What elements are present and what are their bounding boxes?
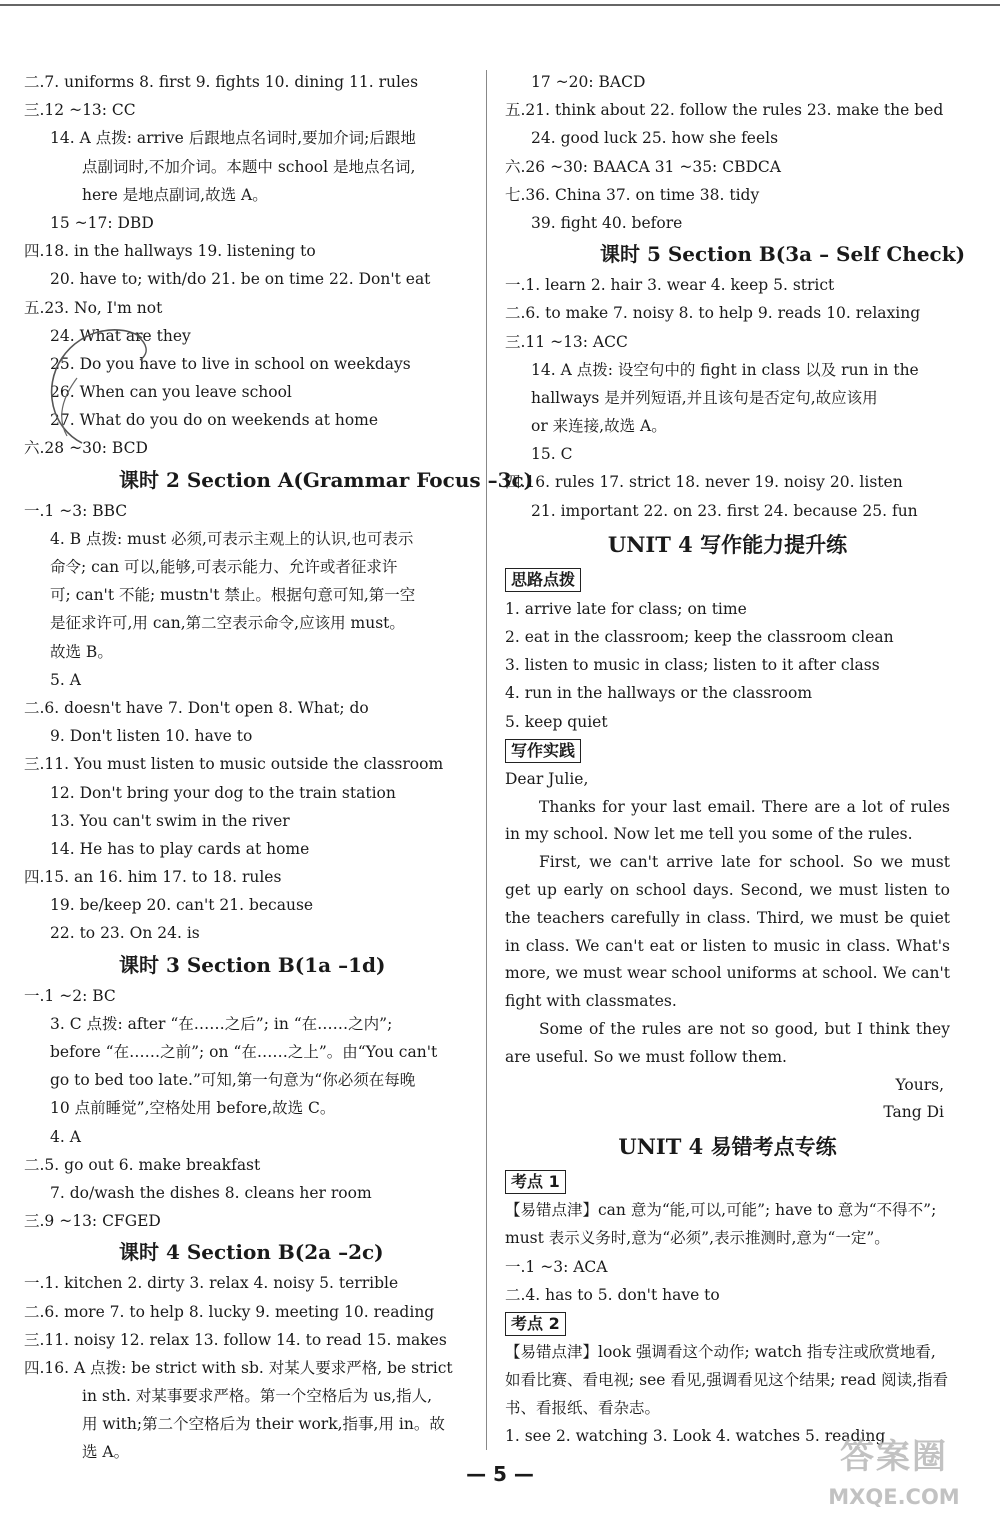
answer-line: hallways 是并列短语,并且该句是否定句,故应该用 xyxy=(531,388,878,407)
answer-line: 12. Don't bring your dog to the train station xyxy=(50,783,396,802)
tag-line xyxy=(505,736,950,766)
answer-line: 是征求许可,用 can,第二空表示命令,应该用 must。 xyxy=(50,614,405,633)
answer-line: 5. keep quiet xyxy=(505,712,608,731)
answer-line: 四.18. in the hallways 19. listening to xyxy=(24,242,316,261)
answer-line: 一.1. learn 2. hair 3. wear 4. keep 5. strict xyxy=(505,276,835,295)
answer-line: 二.6. doesn't have 7. Don't open 8. What; do xyxy=(24,698,369,717)
answer-line: 3. listen to music in class; listen to it after class xyxy=(505,656,880,675)
answer-line: 3. C 点拨: after “在……之后”; in “在……之内”; xyxy=(50,1014,393,1033)
letter-signature: Tang Di xyxy=(883,1103,944,1122)
answer-line: 24. good luck 25. how she feels xyxy=(531,129,779,148)
answer-line: or 来连接,故选 A。 xyxy=(531,417,667,436)
watermark-logo: 答案圈 xyxy=(840,1437,948,1477)
answer-line: 7. do/wash the dishes 8. cleans her room xyxy=(50,1183,372,1202)
answer-line: 19. be/keep 20. can't 21. because xyxy=(50,896,314,915)
answer-line: 25. Do you have to live in school on weekdays xyxy=(50,354,411,373)
left-column xyxy=(24,68,534,1467)
answer-line: 命令; can 可以,能够,可表示能力、允许或者征求许 xyxy=(50,558,398,576)
answer-line: 15 ~17: DBD xyxy=(50,213,154,232)
answer-line: 39. fight 40. before xyxy=(531,213,683,232)
text-block: 【易错点津】look 强调看这个动作; watch 指专注或欣赏地看,如看比赛、看电视; see 看见,强调看见这个结果; read 阅读,指看书、看报纸、看杂志。 xyxy=(505,1343,949,1417)
section-title: 课时 5 Section B(3a – Self Check) xyxy=(600,242,966,267)
answer-line: 五.23. No, I'm not xyxy=(24,298,163,317)
answer-line: 三.11. noisy 12. relax 13. follow 14. to read 15. makes xyxy=(24,1330,447,1349)
answer-line: 二.4. has to 5. don't have to xyxy=(505,1285,720,1304)
answer-line: 可; can't 不能; mustn't 禁止。根据句意可知,第一空 xyxy=(50,586,416,605)
answer-line: 4. A xyxy=(50,1127,81,1146)
answer-line: 二.6. to make 7. noisy 8. to help 9. reads 10. relaxing xyxy=(505,304,921,323)
answer-line: 17 ~20: BACD xyxy=(531,73,646,91)
letter-signature: Yours, xyxy=(895,1075,944,1094)
answer-line: 15. C xyxy=(531,445,573,464)
watermark-url: MXQE.COM xyxy=(828,1485,960,1509)
answer-line: 9. Don't listen 10. have to xyxy=(50,727,253,746)
answer-line: 21. important 22. on 23. first 24. because 25. fun xyxy=(531,501,918,520)
watermark xyxy=(794,1432,994,1524)
handwritten-scribble xyxy=(22,318,182,458)
answer-line: 27. What do you do on weekends at home xyxy=(50,411,379,430)
answer-line: 一.1. kitchen 2. dirty 3. relax 4. noisy 5. terrible xyxy=(24,1274,399,1293)
answer-line: 14. He has to play cards at home xyxy=(50,839,310,858)
answer-line: 三.11. You must listen to music outside the classroom xyxy=(24,755,444,774)
section-tag: 写作实践 xyxy=(505,739,581,763)
answer-line: 2. eat in the classroom; keep the classroom clean xyxy=(505,628,894,646)
answer-line: 一.1 ~3: BBC xyxy=(24,501,128,520)
answer-line: 三.11 ~13: ACC xyxy=(505,332,628,351)
answer-line: 四.16. rules 17. strict 18. never 19. noisy 20. listen xyxy=(505,473,903,492)
page-number: — 5 — xyxy=(466,1462,534,1486)
text-block: Dear Julie, xyxy=(505,769,589,788)
section-tag: 考点 1 xyxy=(505,1170,566,1194)
section-tag: 考点 2 xyxy=(505,1312,566,1336)
tag-line xyxy=(505,565,950,595)
answer-line: 二.5. go out 6. make breakfast xyxy=(24,1155,261,1174)
answer-line: 一.1 ~3: ACA xyxy=(505,1257,608,1276)
answer-line: 用 with;第二个空格后为 their work,指事,用 in。故 xyxy=(82,1415,445,1434)
answer-line: 4. run in the hallways or the classroom xyxy=(505,684,813,703)
answer-line: 22. to 23. On 24. is xyxy=(50,924,200,943)
answer-line: 三.12 ~13: CC xyxy=(24,101,136,120)
answer-line: 4. B 点拨: must 必须,可表示主观上的认识,也可表示 xyxy=(50,529,414,548)
answer-line: 13. You can't swim in the river xyxy=(50,811,290,830)
answer-line: in sth. 对某事要求严格。第一个空格后为 us,指人, xyxy=(82,1387,433,1406)
top-rule xyxy=(0,4,1000,6)
answer-line: 故选 B。 xyxy=(50,642,113,661)
right-column xyxy=(505,68,966,1451)
answer-line: 1. arrive late for class; on time xyxy=(505,599,747,618)
answer-line: before “在……之前”; on “在……之上”。由“You can't xyxy=(50,1043,438,1061)
answer-line: 5. A xyxy=(50,670,81,689)
unit-title: UNIT 4 易错考点专练 xyxy=(618,1134,837,1160)
answer-line: 七.36. China 37. on time 38. tidy xyxy=(505,185,760,204)
answer-line: 1. see 2. watching 3. Look 4. watches 5. reading xyxy=(505,1427,886,1446)
answer-line: go to bed too late.”可知,第一句意为“你必须在每晚 xyxy=(50,1071,416,1090)
section-title: 课时 3 Section B(1a –1d) xyxy=(119,952,386,977)
answer-line: 10 点前睡觉”,空格处用 before,故选 C。 xyxy=(50,1099,336,1118)
answer-line: here 是地点副词,故选 A。 xyxy=(82,185,268,204)
answer-line: 20. have to; with/do 21. be on time 22. Don't eat xyxy=(50,270,431,289)
answer-line: 26. When can you leave school xyxy=(50,383,292,402)
tag-line xyxy=(505,1309,950,1339)
section-tag: 思路点拨 xyxy=(505,568,581,592)
unit-title: UNIT 4 写作能力提升练 xyxy=(607,531,848,557)
answer-line: 二.6. more 7. to help 8. lucky 9. meeting 10. reading xyxy=(24,1302,435,1321)
answer-line: 五.21. think about 22. follow the rules 23. make the bed xyxy=(505,101,944,120)
answer-line: 14. A 点拨: 设空句中的 fight in class 以及 run in the xyxy=(531,360,919,379)
tag-line xyxy=(505,1167,950,1197)
answer-line: 四.15. an 16. him 17. to 18. rules xyxy=(24,868,282,887)
letter-paragraph: Some of the rules are not so good, but I think they are useful. So we must follow them. xyxy=(505,1019,950,1066)
section-title: 课时 2 Section A(Grammar Focus –3c) xyxy=(119,467,534,492)
answer-line: 14. A 点拨: arrive 后跟地点名词时,要加介词;后跟地 xyxy=(50,129,416,148)
answer-line: 24. What are they xyxy=(50,326,191,345)
answer-line: 点副词时,不加介词。本题中 school 是地点名词, xyxy=(82,157,416,176)
answer-line: 选 A。 xyxy=(82,1443,130,1462)
section-title: 课时 4 Section B(2a –2c) xyxy=(119,1240,384,1265)
column-divider xyxy=(486,70,487,1450)
answer-line: 二.7. uniforms 8. first 9. fights 10. dining 11. rules xyxy=(24,73,419,91)
text-block: 【易错点津】can 意为“能,可以,可能”; have to 意为“不得不”; must 表示义务时,意为“必须”,表示推测时,意为“一定”。 xyxy=(505,1201,937,1247)
answer-line: 一.1 ~2: BC xyxy=(24,986,116,1005)
answer-line: 三.9 ~13: CFGED xyxy=(24,1212,161,1231)
answer-line: 六.26 ~30: BAACA 31 ~35: CBDCA xyxy=(505,157,781,176)
letter-paragraph: First, we can't arrive late for school. So we must get up early on school days. Second, we must listen to the teachers carefully in class. Third, we must be quiet in class. We can't eat or listen to music in class. What's more, we must wear school uniforms at school. We can't fight with classmates. xyxy=(505,853,950,1011)
answer-line: 六.28 ~30: BCD xyxy=(24,439,148,458)
letter-paragraph: Thanks for your last email. There are a lot of rules in my school. Now let me tell you some of the rules. xyxy=(505,797,950,844)
answer-line: 四.16. A 点拨: be strict with sb. 对某人要求严格, be strict xyxy=(24,1358,453,1377)
